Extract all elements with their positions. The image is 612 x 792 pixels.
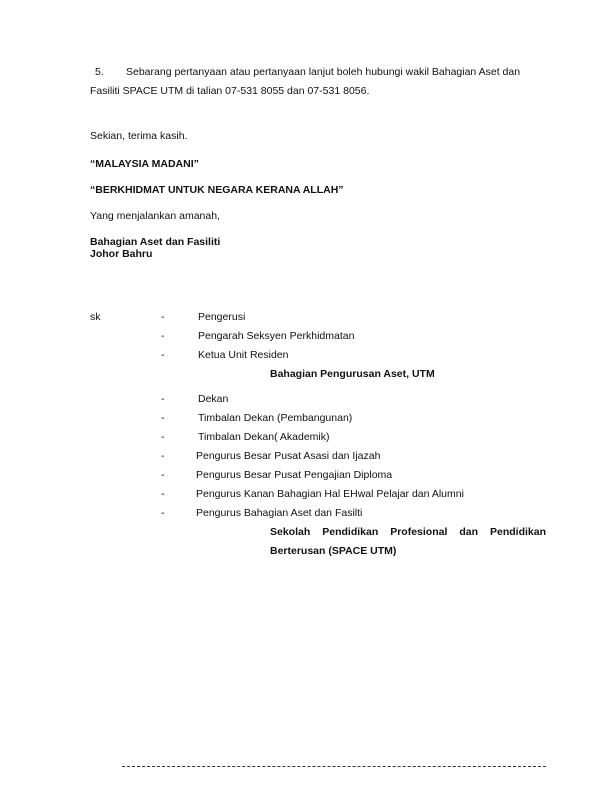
cc-dash: - bbox=[161, 311, 165, 323]
cc-item: Pengurus Kanan Bahagian Hal EHwal Pelajar dan Alumni bbox=[196, 488, 464, 500]
cc-item: Pengurus Besar Pusat Pengajian Diploma bbox=[196, 469, 393, 481]
cc-item: Timbalan Dekan( Akademik) bbox=[198, 431, 330, 443]
footer-divider bbox=[122, 766, 546, 767]
paragraph-number: 5. bbox=[95, 66, 104, 78]
signatory-dept-line-2: Johor Bahru bbox=[90, 248, 153, 260]
slogan-berkhidmat: “BERKHIDMAT UNTUK NEGARA KERANA ALLAH” bbox=[90, 184, 344, 196]
cc-dash: - bbox=[161, 450, 165, 462]
cc-label: sk bbox=[90, 311, 101, 323]
cc-group-2-org-line-2: Berterusan (SPACE UTM) bbox=[270, 545, 397, 557]
cc-dash: - bbox=[161, 330, 165, 342]
cc-item: Dekan bbox=[198, 393, 229, 405]
cc-item: Pengarah Seksyen Perkhidmatan bbox=[198, 330, 355, 342]
cc-dash: - bbox=[161, 431, 165, 443]
cc-item: Pengurus Bahagian Aset dan Fasilti bbox=[196, 507, 363, 519]
closing-thanks: Sekian, terima kasih. bbox=[90, 130, 188, 142]
cc-dash: - bbox=[161, 507, 165, 519]
cc-item: Timbalan Dekan (Pembangunan) bbox=[198, 412, 353, 424]
cc-dash: - bbox=[161, 393, 165, 405]
cc-group-2-org-line-1: Sekolah Pendidikan Profesional dan Pendidikan bbox=[270, 526, 546, 538]
cc-item: Pengurus Besar Pusat Asasi dan Ijazah bbox=[196, 450, 381, 462]
cc-dash: - bbox=[161, 488, 165, 500]
paragraph-line-2: Fasiliti SPACE UTM di talian 07-531 8055 dan 07-531 8056. bbox=[90, 85, 370, 97]
paragraph-line-1: Sebarang pertanyaan atau pertanyaan lanjut boleh hubungi wakil Bahagian Aset dan bbox=[126, 66, 521, 78]
cc-dash: - bbox=[161, 469, 165, 481]
cc-item: Ketua Unit Residen bbox=[198, 349, 289, 361]
cc-dash: - bbox=[161, 412, 165, 424]
cc-item: Pengerusi bbox=[198, 311, 246, 323]
cc-group-1-org: Bahagian Pengurusan Aset, UTM bbox=[270, 368, 435, 380]
cc-dash: - bbox=[161, 349, 165, 361]
slogan-malaysia-madani: “MALAYSIA MADANI” bbox=[90, 158, 199, 170]
signatory-dept-line-1: Bahagian Aset dan Fasiliti bbox=[90, 236, 221, 248]
closing-trust: Yang menjalankan amanah, bbox=[90, 210, 220, 222]
